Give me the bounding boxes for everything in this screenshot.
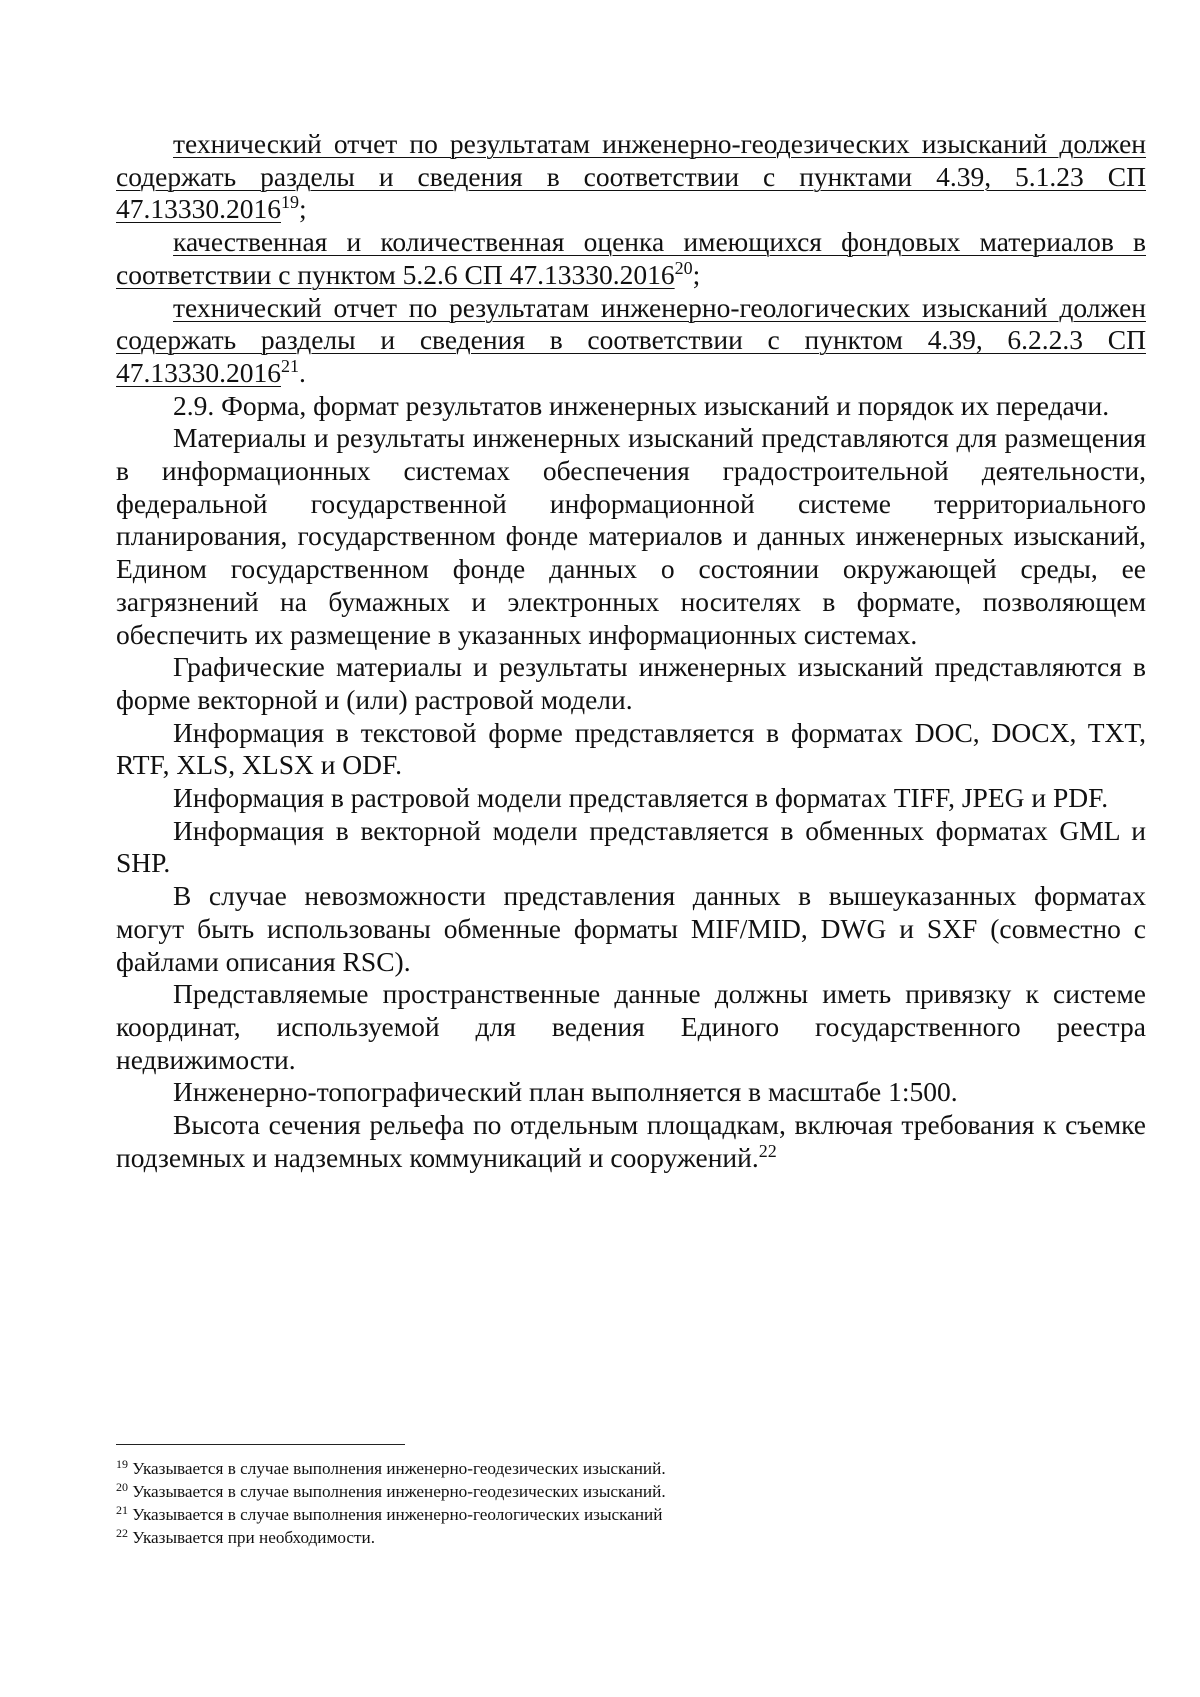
paragraph-coordinate-system: Представляемые пространственные данные должны иметь привязку к системе координат, используемой для ведения Единого государственного реестра недвижимости. [116, 978, 1146, 1075]
paragraph-geological-report [116, 292, 1146, 390]
paragraph-text: Высота сечения рельефа по отдельным площадкам, включая требования к съемке подземных и надземных коммуникаций и сооружений. [116, 1109, 1146, 1173]
footnote-text: Указывается при необходимости. [128, 1528, 376, 1547]
paragraph-graphic-materials: Графические материалы и результаты инженерных изысканий представляются в форме векторной и (или) растровой модели. [116, 651, 1146, 715]
section-heading-2-9: 2.9. Форма, формат результатов инженерных изысканий и порядок их передачи. [173, 389, 1110, 421]
footnote-number: 20 [116, 1480, 128, 1494]
footnote-21 [116, 1503, 1146, 1526]
document-body [116, 128, 1146, 1175]
paragraph-text: технический отчет по результатам инженерно-геологических изысканий должен содержать разделы и сведения в соответствии с пунктом 4.39, 6.2.2.3 СП 47.13330.2016 [116, 291, 1146, 388]
paragraph-plan-scale: Инженерно-топографический план выполняется в масштабе 1:500. [173, 1076, 958, 1108]
footnote-number: 19 [116, 1457, 128, 1471]
footnote-ref[interactable]: 21 [281, 355, 299, 376]
footnote-ref[interactable]: 20 [674, 257, 693, 278]
paragraph-text: технический отчет по результатам инженерно-геодезических изысканий должен содержать разделы и сведения в соответствии с пунктами 4.39, 5.1.23 СП 47.13330.2016 [116, 128, 1146, 225]
footnote-ref[interactable]: 22 [758, 1140, 777, 1161]
footnote-22 [116, 1526, 1146, 1549]
paragraph-text-formats: Информация в текстовой форме представляется в форматах DOC, DOCX, TXT, RTF, XLS, XLSX и ODF. [116, 716, 1146, 781]
paragraph-vector-formats: Информация в векторной модели представляется в обменных форматах GML и SHP. [116, 814, 1146, 879]
paragraph-exchange-formats: В случае невозможности представления данных в вышеуказанных форматах могут быть использованы обменные форматы MIF/MID, DWG и SXF (совместно с файлами описания RSC). [116, 880, 1146, 977]
footnotes [116, 1444, 1146, 1549]
paragraph-materials-placement: Материалы и результаты инженерных изысканий представляются для размещения в информационных системах обеспечения градостроительной деятельности, федеральной государственной информационной системе территориального планирования, государственном фонде материалов и данных инженерных изысканий, Едином государственном фонде данных о состоянии окружающей среды, ее загрязнений на бумажных и электронных носителях в формате, позволяющем обеспечить их размещение в указанных информационных системах. [116, 422, 1146, 650]
footnote-number: 21 [116, 1503, 128, 1517]
footnote-text: Указывается в случае выполнения инженерно-геологических изысканий [128, 1505, 663, 1524]
paragraph-fund-materials [116, 226, 1146, 291]
paragraph-relief-section [116, 1109, 1146, 1174]
footnote-19 [116, 1457, 1146, 1480]
paragraph-tail: . [299, 356, 306, 388]
footnote-number: 22 [116, 1526, 128, 1540]
paragraph-tail: ; [299, 193, 307, 225]
footnote-text: Указывается в случае выполнения инженерно-геодезических изысканий. [128, 1459, 666, 1478]
paragraph-tail: ; [692, 258, 701, 290]
paragraph-geodetic-report [116, 128, 1146, 226]
footnote-separator [116, 1444, 405, 1445]
paragraph-text: качественная и количественная оценка имеющихся фондовых материалов в соответствии с пунктом 5.2.6 СП 47.13330.2016 [116, 226, 1146, 290]
paragraph-raster-formats: Информация в растровой модели представляется в форматах TIFF, JPEG и PDF. [173, 782, 1109, 814]
footnote-ref[interactable]: 19 [281, 192, 299, 213]
footnote-20 [116, 1480, 1146, 1503]
footnote-text: Указывается в случае выполнения инженерно-геодезических изысканий. [128, 1482, 666, 1501]
